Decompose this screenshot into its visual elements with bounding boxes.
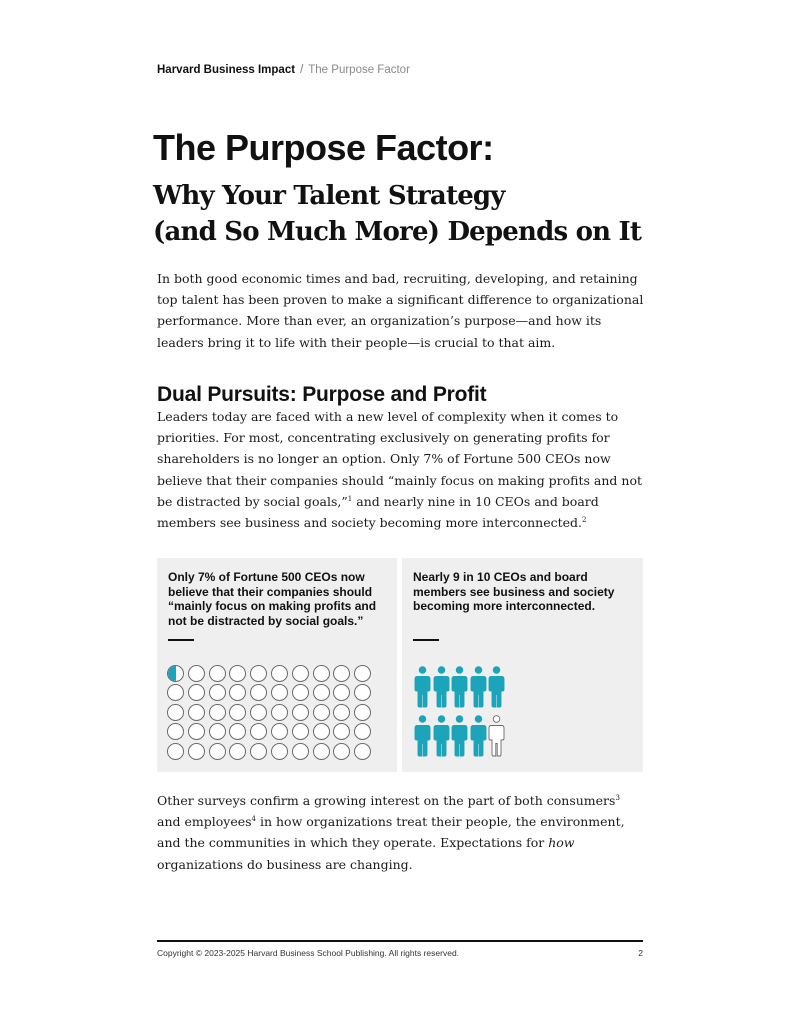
stat-panel-ceos [157,558,397,772]
breadcrumb-brand[interactable]: Harvard Business Impact [157,64,296,76]
page-footer [157,948,643,959]
circle-icon [333,743,350,760]
circle-icon [209,684,226,701]
circle-icon [167,723,184,740]
circle-icon [167,684,184,701]
circle-icon [333,684,350,701]
closing-text-3: in how organizations treat their people, the environment, and the communities in which they operate. Expectations for [157,814,625,851]
circle-icon [333,665,350,682]
closing-paragraph [157,790,647,875]
stat-text-ceos: Only 7% of Fortune 500 CEOs now believe that their companies should “mainly focus on making profits and not be distracted by social goals.” [168,570,377,628]
circle-icon [229,723,246,740]
circle-icon [333,723,350,740]
section-text-2: and nearly nine in 10 CEOs and board members see business and society becoming more interconnected. [157,493,599,531]
circle-icon [209,704,226,721]
person-icon [433,715,450,757]
circle-icon [229,704,246,721]
subtitle-line-2: (and So Much More) Depends on It [153,217,642,247]
circle-icon [354,684,371,701]
circle-icon [167,665,184,682]
circle-grid [167,665,377,760]
circle-icon [292,704,309,721]
circle-icon [250,684,267,701]
circle-icon [292,684,309,701]
breadcrumb-current: The Purpose Factor [308,64,410,76]
breadcrumb [157,63,410,77]
circle-icon [292,723,309,740]
stat-panel-board [402,558,643,772]
closing-text-1: Other surveys confirm a growing interest on the part of both consumers [157,793,616,808]
circle-icon [271,743,288,760]
circle-icon [250,704,267,721]
page-title: The Purpose Factor: [153,127,494,168]
section-paragraph [157,406,647,533]
closing-text-4: organizations do business are changing. [157,856,413,872]
section-text-1: Leaders today are faced with a new level of complexity when it comes to priorities. For most, concentrating exclusively on generating profits for shareholders is no longer an option. Only 7% of Fortune 500 CEOs now believe that their companies should “mainly focus on making profits and not be distracted by social goals,” [157,409,642,509]
circle-icon [250,723,267,740]
stat-divider [413,639,439,641]
person-icon [488,666,505,708]
person-icon [451,715,468,757]
person-icon [488,715,505,757]
intro-paragraph: In both good economic times and bad, recruiting, developing, and retaining top talent has been proven to make a significant difference to organizational performance. More than ever, an organization’s purpose—and how its leaders bring it to life with their people—is crucial to that aim. [157,271,644,350]
circle-icon [188,743,205,760]
circle-icon [354,743,371,760]
people-grid [414,666,514,764]
page-subtitle [153,178,641,250]
footnote-ref-1[interactable]: 1 [347,494,353,503]
person-icon [451,666,468,708]
person-icon [433,666,450,708]
circle-icon [250,743,267,760]
circle-icon [209,723,226,740]
circle-icon [313,743,330,760]
circle-icon [229,743,246,760]
circle-icon [250,665,267,682]
breadcrumb-separator: / [300,64,304,76]
circle-icon [209,743,226,760]
circle-icon [313,684,330,701]
circle-icon [313,665,330,682]
circle-icon [167,743,184,760]
stat-divider [168,639,194,641]
circle-icon [229,684,246,701]
circle-icon [292,743,309,760]
closing-text-2: and employees [157,814,252,830]
circle-icon [209,665,226,682]
circle-icon [188,723,205,740]
circle-icon [188,704,205,721]
footer-copyright: Copyright © 2023-2025 Harvard Business School Publishing. All rights reserved. [157,948,460,958]
footer-divider [157,940,643,942]
person-icon [414,715,431,757]
circle-icon [354,704,371,721]
people-row [414,715,514,757]
person-icon [470,715,487,757]
section-heading: Dual Pursuits: Purpose and Profit [157,383,487,406]
circle-icon [229,665,246,682]
footnote-ref-4[interactable]: 4 [251,815,256,824]
circle-icon [271,704,288,721]
footnote-ref-2[interactable]: 2 [582,515,587,524]
subtitle-line-1: Why Your Talent Strategy [153,181,505,211]
circle-icon [271,684,288,701]
circle-icon [188,665,205,682]
person-icon [470,666,487,708]
circle-icon [167,704,184,721]
circle-icon [271,665,288,682]
people-row [414,666,514,708]
circle-icon [292,665,309,682]
closing-emphasis: how [548,835,575,851]
circle-icon [354,665,371,682]
person-icon [414,666,431,708]
circle-icon [188,684,205,701]
page-number: 2 [638,948,643,958]
circle-icon [313,704,330,721]
circle-icon [333,704,350,721]
circle-icon [271,723,288,740]
stat-text-board: Nearly 9 in 10 CEOs and board members see business and society becoming more interconnected. [413,570,615,614]
circle-icon [313,723,330,740]
footnote-ref-3[interactable]: 3 [615,793,620,802]
circle-icon [354,723,371,740]
